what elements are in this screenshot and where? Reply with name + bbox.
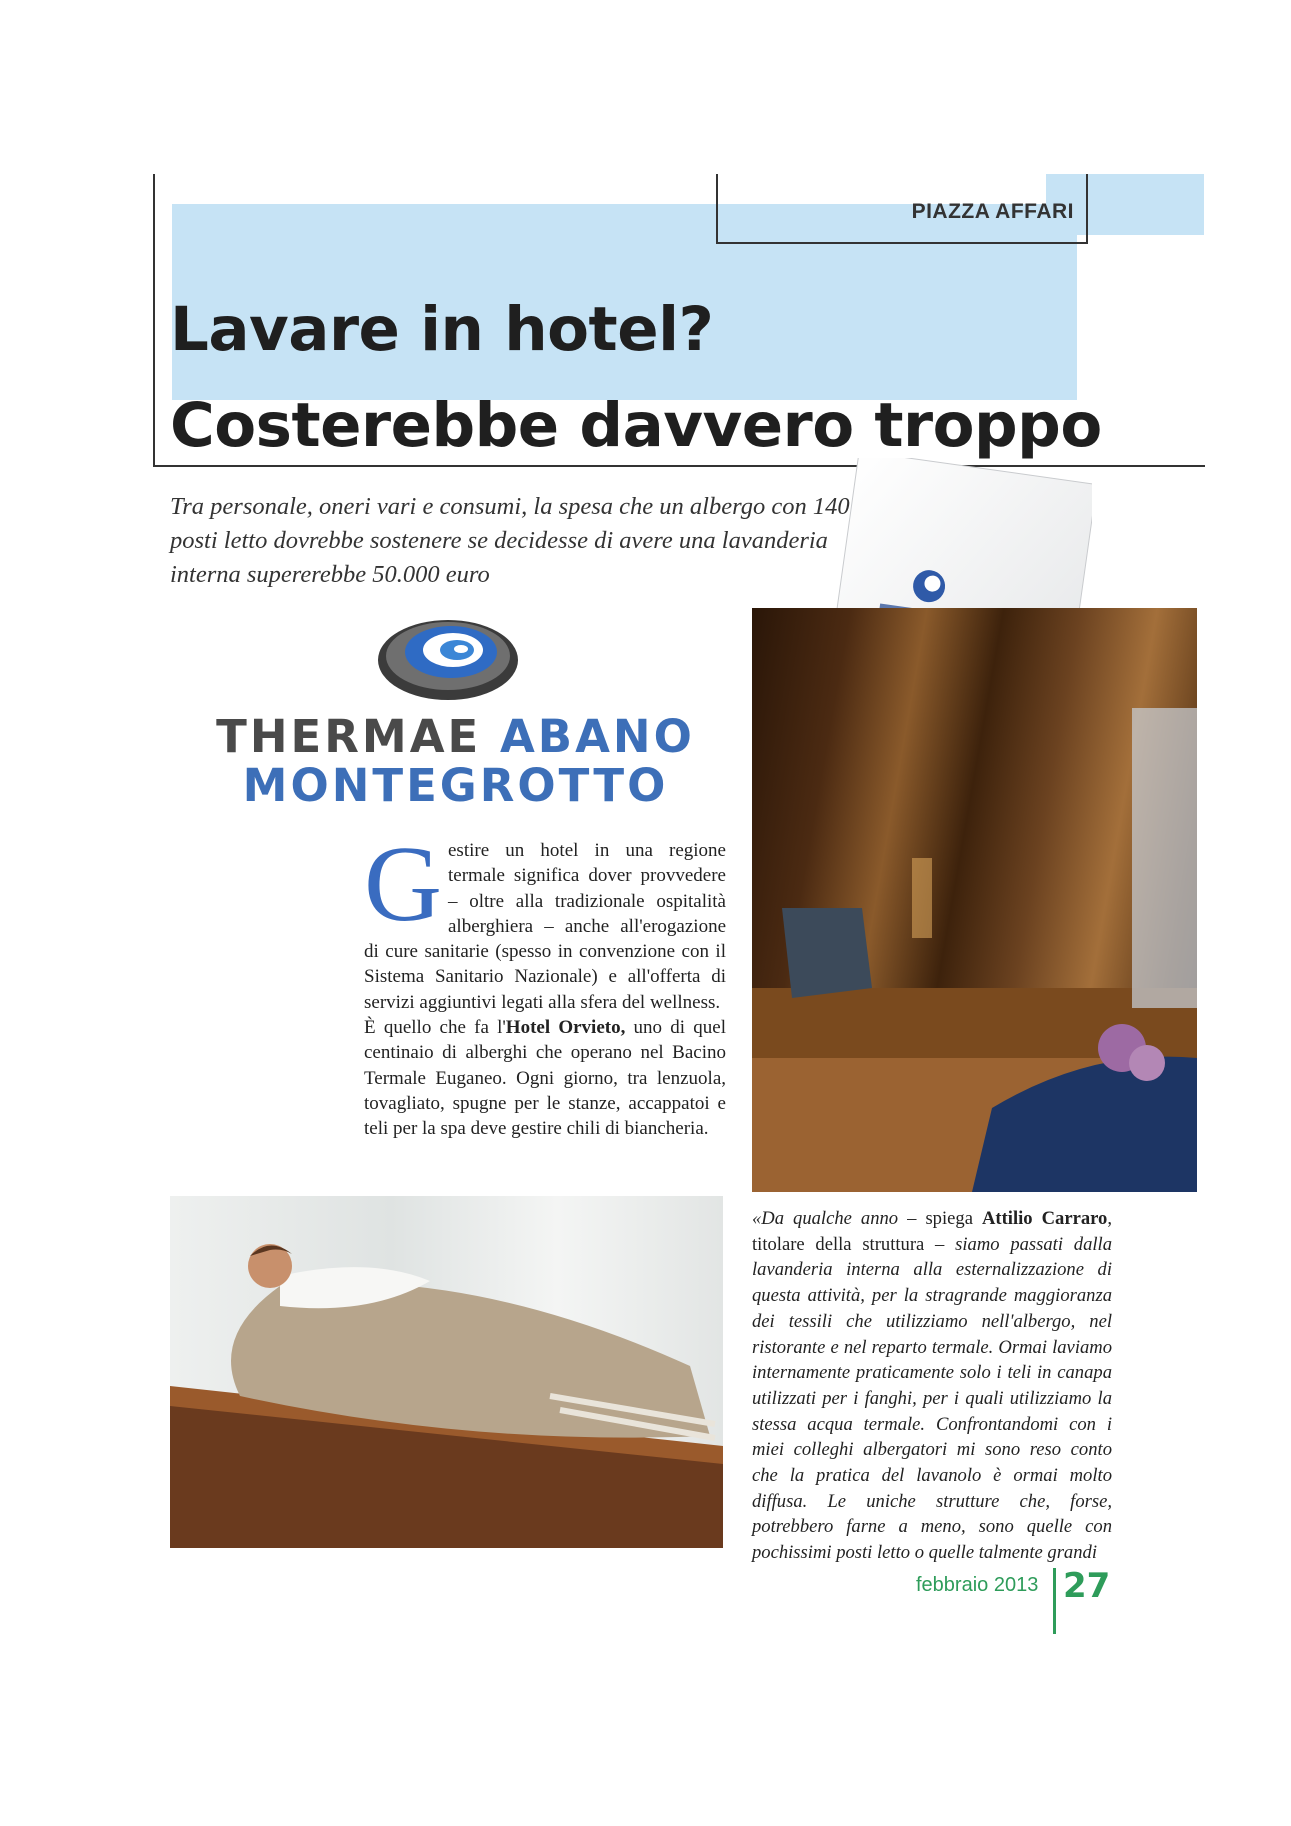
title-line-2: Costerebbe davvero troppo [170, 390, 1102, 461]
hotel-name: Hotel Orvieto, [505, 1017, 626, 1039]
spa-illustration [170, 1196, 723, 1548]
body-paragraph-1: estire un hotel in una regione termale significa dover provvedere – oltre alla tradizionale ospitalità alberghiera – anche all'erogazione di cure sanitarie (spesso in convenzione con il Sistema Sanitario Nazionale) e all'offerta di servizi aggiuntivi legati alla sfera del wellness. [364, 840, 726, 1013]
hotel-room-photo [752, 608, 1197, 1192]
frame-rule-left [153, 174, 155, 467]
swirl-logo-icon [373, 612, 523, 704]
quote-speaker-role: , titolare della struttura – [752, 1208, 1112, 1255]
article-body-intro [364, 825, 726, 1142]
hotel-room-illustration [752, 608, 1197, 1192]
footer-rule [1053, 1568, 1056, 1634]
logo-word-thermae: THERMAE [216, 710, 482, 763]
logo-word-montegrotto: MONTEGROTTO [242, 759, 669, 812]
body-paragraph-2-rest: uno di quel centinaio di alberghi che operano nel Bacino Termale Euganeo. Ogni giorno, tra lenzuola, tovagliato, spugne per le stanze, accappatoi e teli per la spa deve gestire chili di biancheria. [364, 1017, 726, 1140]
title-line-1: Lavare in hotel? [170, 294, 714, 365]
body-paragraph-2-start: È quello che fa l' [364, 1017, 506, 1039]
quote-attribution-dash: – spiega [898, 1208, 982, 1229]
section-tab [716, 174, 1088, 244]
article-body-quote [752, 1206, 1112, 1566]
article-title [170, 282, 1110, 474]
quote-open: «Da qualche anno [752, 1208, 899, 1229]
issue-date: febbraio 2013 [916, 1574, 1039, 1596]
thermae-logo [168, 612, 743, 812]
logo-wordmark [168, 712, 743, 810]
drop-cap: G [364, 825, 442, 944]
page-number: 27 [1063, 1566, 1111, 1606]
quote-speaker: Attilio Carraro [981, 1208, 1108, 1229]
section-label: PIAZZA AFFARI [911, 200, 1074, 223]
spa-treatment-photo [170, 1196, 723, 1548]
article-subtitle: Tra personale, oneri vari e consumi, la spesa che un albergo con 140 posti letto dovrebbe sostenere se decidesse di avere una lavanderia interna supererebbe 50.000 euro [170, 493, 850, 588]
quote-text: siamo passati dalla lavanderia interna alla esternalizzazione di questa attività, per la stragrande maggioranza dei tessili che utilizziamo nell'albergo, nel ristorante e nel reparto termale. Ormai laviamo internamente praticamente solo i teli in canapa utilizzati per i fanghi, per i quali utilizziamo la stessa acqua termale. Confrontandomi con i miei colleghi albergatori mi sono reso conto che la pratica del lavanolo è ormai molto diffusa. Le uniche strutture che, forse, potrebbero farne a meno, sono quelle con pochissimi posti letto o quelle talmente grandi [752, 1233, 1112, 1564]
logo-word-abano: ABANO [499, 710, 695, 763]
